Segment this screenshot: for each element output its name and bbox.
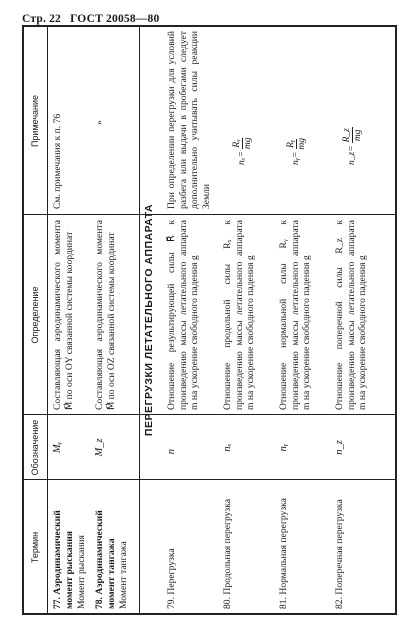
col-divider-2 — [22, 414, 397, 415]
table-left-rule — [22, 614, 397, 616]
term-78: 78. Аэродинамический момент тангажа — [94, 510, 117, 609]
definition-79: Отношение результирующей силы R⃗ к произведению массы летательного аппарата m на ускорение свободного падения g — [166, 220, 201, 410]
page-number: Стр. 22 — [22, 13, 61, 25]
col-header-note: Примечание — [29, 94, 40, 148]
col-divider-1 — [22, 479, 397, 480]
definition-81: Отношение нормальной силы Rᵧ к произведению массы летательного аппарата m на ускорение свободного падения g — [278, 220, 313, 410]
symbol-80: nₓ — [222, 443, 233, 452]
note-79: При определении перегрузки для условий разбега или выдачи в пробегами следует дополнительно учитывать силы реакции Земли — [166, 31, 212, 209]
term-79: 79. Перегрузка — [166, 548, 177, 609]
section-title: ПЕРЕГРУЗКИ ЛЕТАТЕЛЬНОГО АППАРАТА — [143, 203, 155, 437]
formula-82: n_z= R_z mg — [341, 128, 363, 165]
symbol-79: n⃗ — [166, 440, 177, 455]
term-77: 77. Аэродинамический момент рыскания — [52, 510, 75, 609]
table-bottom-rule — [395, 25, 397, 615]
header-bottom-rule — [47, 25, 48, 615]
definition-80: Отношение продольной силы Rₓ к произведению массы летательного аппарата m на ускорение свободного падения g — [222, 220, 257, 410]
formula-80: nₓ= Rₓ mg — [231, 137, 253, 165]
term-80: 80. Продольная перегрузка — [222, 499, 233, 609]
term-82: 82. Поперечная перегрузка — [334, 499, 345, 609]
rotated-table — [22, 25, 397, 615]
definition-78: Составляющая аэродинамического момента M⃗ по оси OZ связанной системы координат — [94, 220, 117, 410]
standard-number: ГОСТ 20058—80 — [70, 13, 160, 25]
col-header-definition: Определение — [29, 286, 40, 344]
symbol-81: nᵧ — [278, 443, 289, 452]
table-right-rule — [22, 26, 397, 28]
definition-82: Отношение поперечной силы R_z к произведению массы летательного аппарата m на ускорение свободного падения g — [334, 220, 369, 410]
note-78-ditto: » — [94, 120, 105, 125]
col-header-term: Термин — [29, 531, 40, 564]
section-top-rule — [139, 25, 140, 615]
page-header — [22, 13, 165, 25]
alt-term-78: Момент тангажа — [118, 541, 129, 609]
col-divider-3 — [22, 214, 397, 215]
alt-term-77: Момент рыскания — [76, 535, 87, 609]
formula-81: nᵧ= Rᵧ mg — [285, 138, 307, 165]
note-77: См. примечания к п. 76 — [52, 113, 63, 209]
symbol-82: n_z — [334, 440, 345, 455]
symbol-77: Mᵧ — [52, 441, 63, 454]
definition-77: Составляющая аэродинамического момента M⃗ по оси OY связанной системы координат — [52, 220, 75, 410]
term-81: 81. Нормальная перегрузка — [278, 498, 289, 609]
col-header-designation: Обозначение — [29, 419, 40, 476]
symbol-78: M_z — [94, 438, 105, 457]
